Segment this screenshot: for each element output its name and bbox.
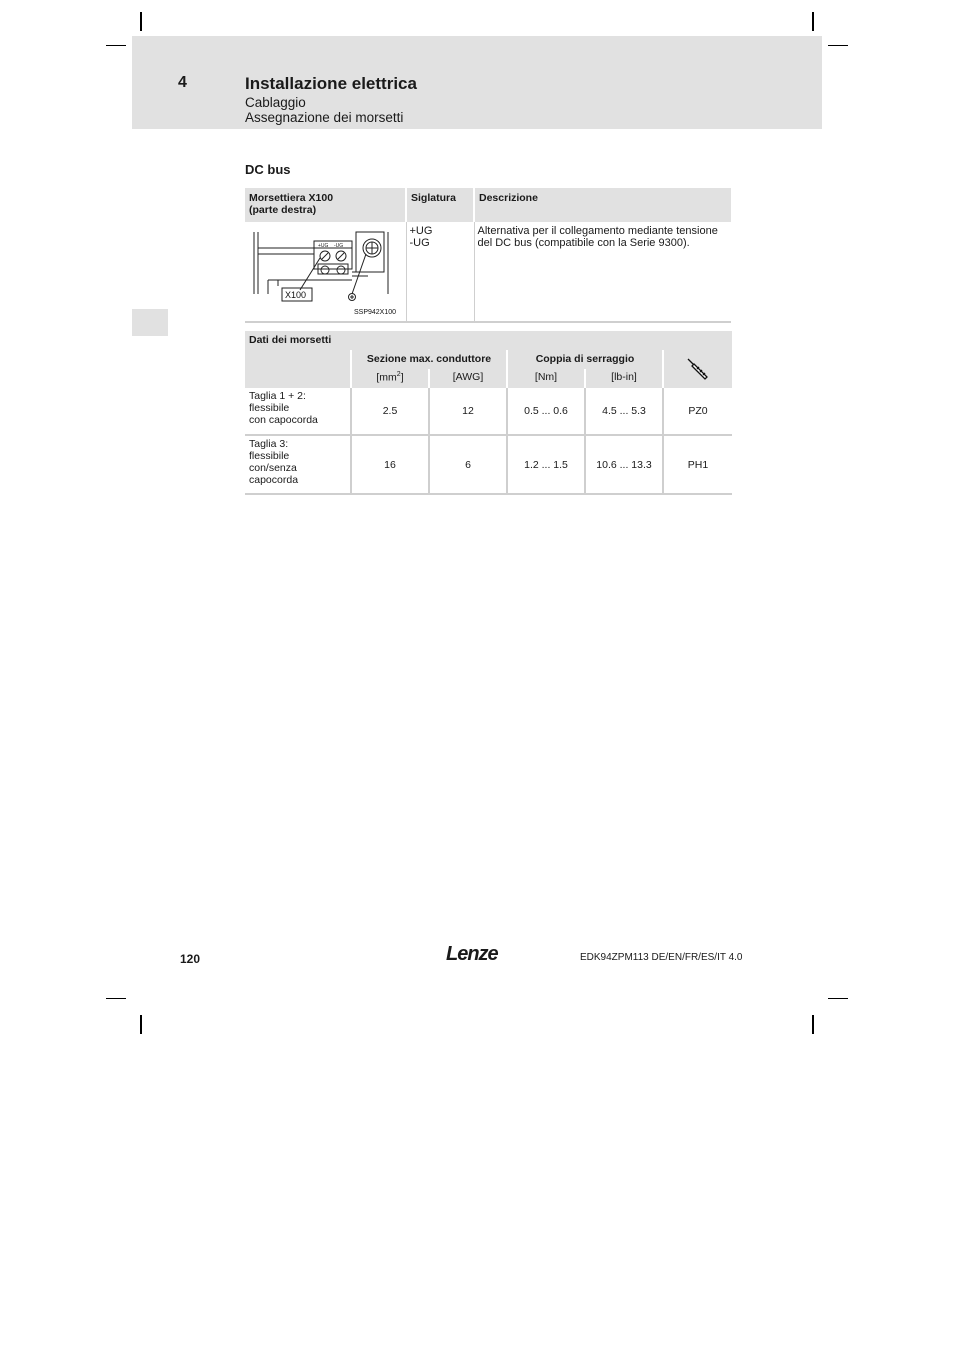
terminal-x100-figure <box>248 224 398 316</box>
cell-tool: PH1 <box>663 435 732 494</box>
marking-cell: +UG -UG <box>406 222 474 322</box>
page-number: 120 <box>180 952 201 966</box>
subtitle-assegnazione: Assegnazione dei morsetti <box>245 110 404 125</box>
figure-terminal-label-plus: +UG <box>318 243 329 249</box>
document-id: EDK94ZPM113 DE/EN/FR/ES/IT 4.0 <box>580 952 743 963</box>
screwdriver-icon <box>685 356 711 382</box>
figure-label-x100: X100 <box>285 290 307 300</box>
row-label: Taglia 3: flessibile con/senza capocorda <box>245 435 351 494</box>
chapter-title: Installazione elettrica <box>245 74 417 93</box>
unit-mm2: $[mm^2]$ <box>351 369 429 388</box>
crop-mark-top-left-h <box>106 45 126 46</box>
description-cell: Alternativa per il collegamento mediante tensione del DC bus (compatibile con la Serie 9300). <box>474 222 731 322</box>
figure-caption: SSP942X100 <box>354 309 397 316</box>
unit-awg: [AWG] <box>429 369 507 388</box>
col-header-marking: Siglatura <box>406 188 474 222</box>
row-label: Taglia 1 + 2: flessibile con capocorda <box>245 388 351 435</box>
unit-lbin: [lb-in] <box>585 369 663 388</box>
group-header-section: Sezione max. conduttore <box>351 350 507 369</box>
data-table-title: Dati dei morsetti <box>245 331 732 350</box>
cell-tool: PZ0 <box>663 388 732 435</box>
header-band <box>132 36 822 129</box>
section-title: DC bus <box>245 162 291 177</box>
unit-nm: [Nm] <box>507 369 585 388</box>
crop-mark-bottom-right-h <box>828 998 848 999</box>
cell-lbin: 10.6 ... 13.3 <box>585 435 663 494</box>
side-tab-marker <box>132 309 168 336</box>
cell-awg: 6 <box>429 435 507 494</box>
subtitle-cablaggio: Cablaggio <box>245 95 306 110</box>
lenze-logo: Lenze <box>446 943 498 965</box>
table-row <box>245 435 732 494</box>
table-row <box>245 388 732 435</box>
col-header-terminal: Morsettiera X100 (parte destra) <box>245 188 406 222</box>
cell-nm: 0.5 ... 0.6 <box>507 388 585 435</box>
crop-mark-bottom-left-h <box>106 998 126 999</box>
group-header-torque: Coppia di serraggio <box>507 350 663 369</box>
cell-nm: 1.2 ... 1.5 <box>507 435 585 494</box>
terminal-figure-cell <box>245 222 406 322</box>
cell-mm2: 16 <box>351 435 429 494</box>
crop-mark-bottom-left-v <box>140 1015 142 1034</box>
empty-header-cell <box>245 350 351 388</box>
tool-header-cell <box>663 350 732 388</box>
cell-awg: 12 <box>429 388 507 435</box>
terminal-table <box>245 188 731 323</box>
cell-lbin: 4.5 ... 5.3 <box>585 388 663 435</box>
crop-mark-bottom-right-v <box>812 1015 814 1034</box>
terminal-data-table <box>245 331 732 495</box>
cell-mm2: 2.5 <box>351 388 429 435</box>
crop-mark-top-right-h <box>828 45 848 46</box>
col-header-description: Descrizione <box>474 188 731 222</box>
figure-terminal-label-minus: -UG <box>334 243 344 249</box>
chapter-number: 4 <box>178 74 187 91</box>
crop-mark-top-right-v <box>812 12 814 31</box>
crop-mark-top-left-v <box>140 12 142 31</box>
